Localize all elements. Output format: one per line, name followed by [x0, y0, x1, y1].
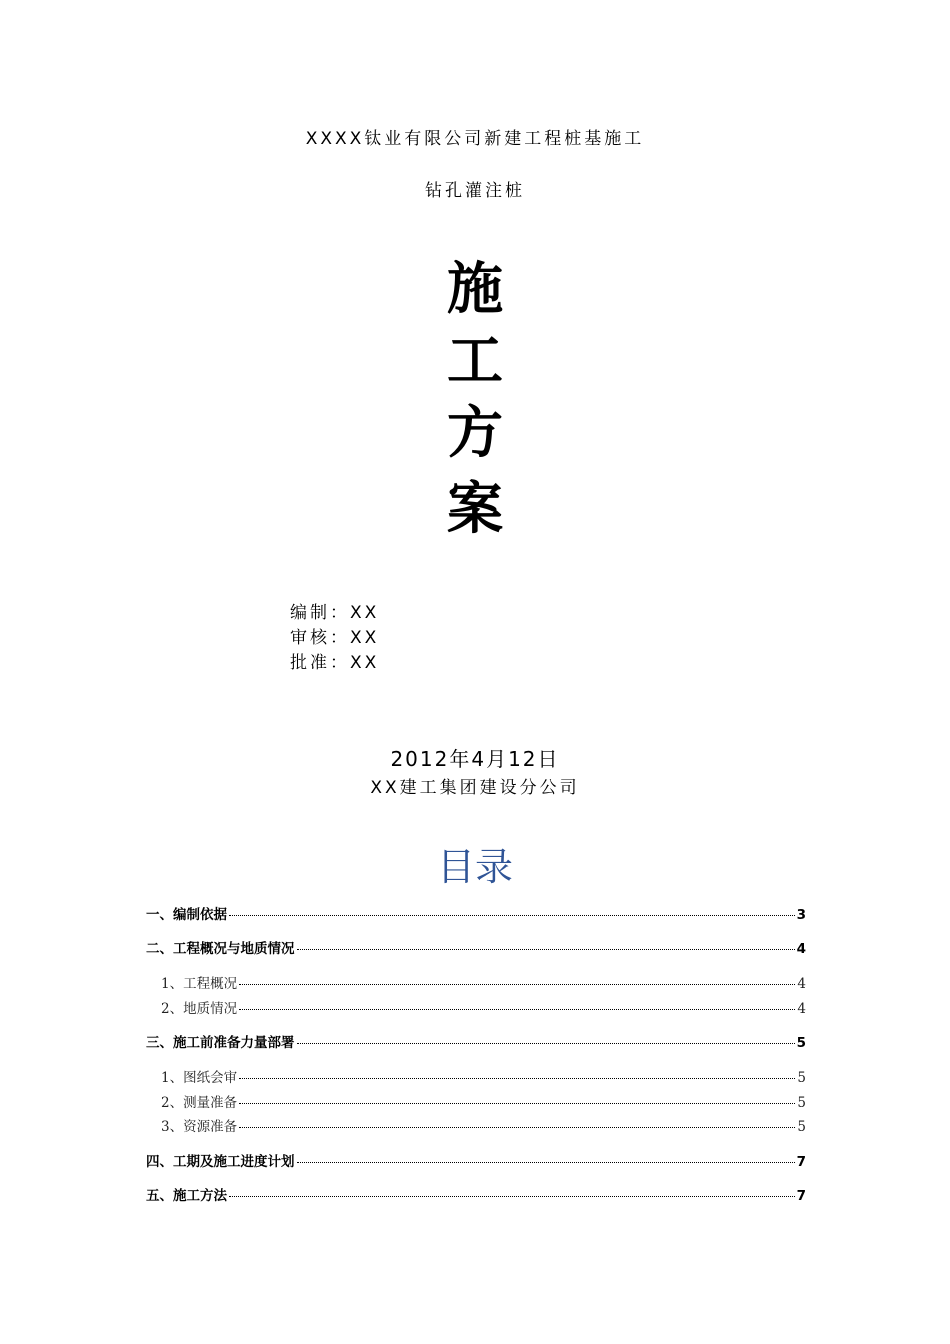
title-char-3: 方 [447, 400, 503, 466]
signoff-value: XX [350, 628, 380, 648]
project-subtitle: 钻孔灌注桩 [425, 181, 525, 201]
toc-leader-dots [229, 1196, 795, 1197]
toc-leader-dots [239, 1103, 795, 1104]
toc-entry[interactable] [146, 1150, 806, 1170]
title-char-1: 施 [447, 256, 503, 322]
toc-entry-label: 2、测量准备 [161, 1095, 238, 1111]
signoff-compiled [290, 598, 379, 623]
toc-entry-page: 5 [797, 1095, 806, 1111]
toc-entry-page: 4 [797, 1001, 806, 1017]
toc-entry-label: 1、工程概况 [161, 976, 238, 992]
toc-entry-page: 4 [797, 976, 806, 992]
title-char-4: 案 [447, 476, 503, 542]
signoff-label: 批准： [290, 653, 350, 673]
signoff-value: XX [350, 653, 380, 673]
toc-subentry[interactable] [161, 997, 806, 1017]
toc-subentry[interactable] [161, 1091, 806, 1111]
signoff-label: 审核： [290, 628, 350, 648]
toc-entry-label: 一、编制依据 [146, 907, 227, 923]
toc-leader-dots [239, 1127, 795, 1128]
toc-entry[interactable] [146, 903, 806, 923]
toc-entry-page: 7 [796, 1154, 806, 1170]
organization-name: XX建工集团建设分公司 [370, 778, 580, 798]
toc-entry-label: 四、工期及施工进度计划 [146, 1154, 295, 1170]
toc-leader-dots [239, 1009, 795, 1010]
signoff-label: 编制： [290, 603, 350, 623]
toc-subentry[interactable] [161, 1066, 806, 1086]
toc-entry-page: 5 [796, 1035, 806, 1051]
toc-subentry[interactable] [161, 1115, 806, 1135]
toc-entry-page: 7 [796, 1188, 806, 1204]
signoff-approved [290, 648, 379, 673]
signoff-reviewed [290, 623, 379, 648]
toc-leader-dots [297, 1162, 795, 1163]
document-date: 2012年4月12日 [390, 747, 560, 771]
toc-leader-dots [297, 1043, 795, 1044]
toc-entry-label: 二、工程概况与地质情况 [146, 941, 295, 957]
toc-title: 目录 [436, 845, 513, 889]
toc-entry[interactable] [146, 1031, 806, 1051]
toc-entry-page: 3 [796, 907, 806, 923]
toc-entry[interactable] [146, 1184, 806, 1204]
toc-subentry[interactable] [161, 972, 806, 992]
toc-entry-label: 1、图纸会审 [161, 1070, 238, 1086]
toc-leader-dots [239, 984, 795, 985]
toc-leader-dots [229, 915, 795, 916]
toc-leader-dots [297, 949, 795, 950]
toc-entry-label: 2、地质情况 [161, 1001, 238, 1017]
toc-leader-dots [239, 1078, 795, 1079]
signoff-value: XX [350, 603, 380, 623]
toc-entry[interactable] [146, 937, 806, 957]
title-char-2: 工 [447, 328, 503, 394]
toc-entry-page: 4 [796, 941, 806, 957]
toc-entry-label: 五、施工方法 [146, 1188, 227, 1204]
toc-entry-page: 5 [797, 1119, 806, 1135]
toc-entry-page: 5 [797, 1070, 806, 1086]
company-project-line: XXXX钛业有限公司新建工程桩基施工 [305, 129, 645, 149]
toc-entry-label: 3、资源准备 [161, 1119, 238, 1135]
toc-entry-label: 三、施工前准备力量部署 [146, 1035, 295, 1051]
